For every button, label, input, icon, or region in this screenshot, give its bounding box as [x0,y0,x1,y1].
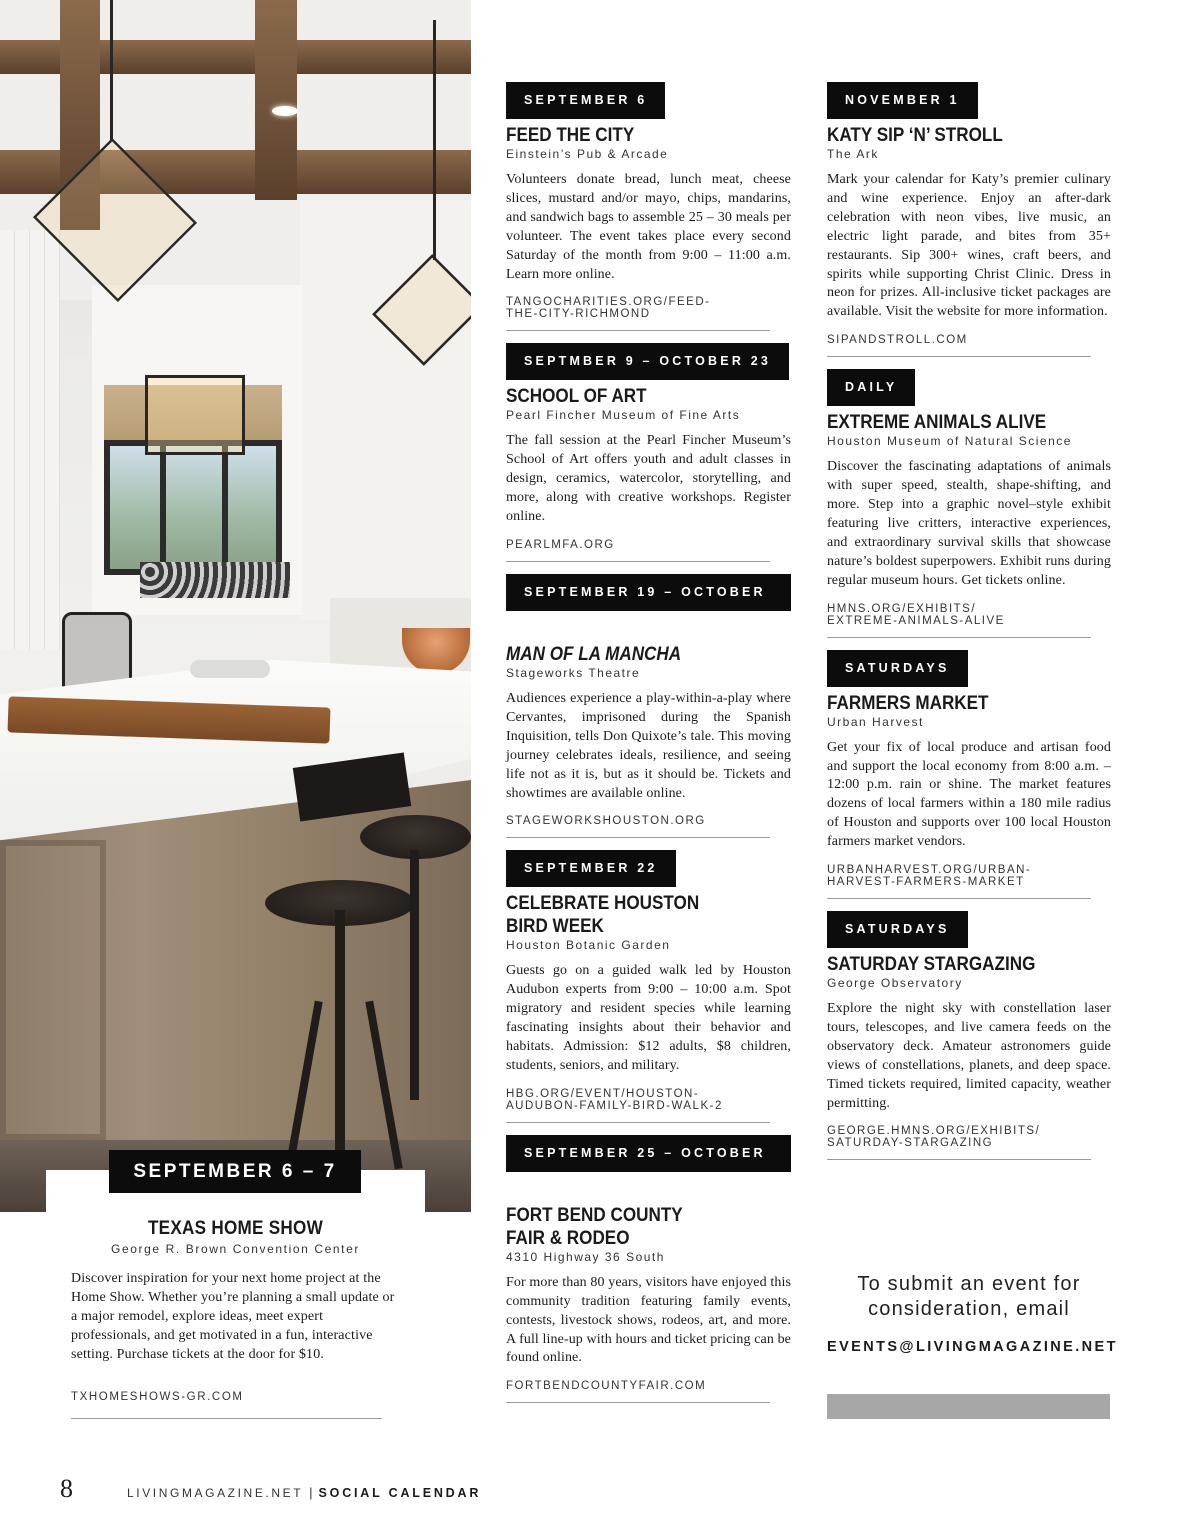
feature-venue: George R. Brown Convention Center [111,1242,360,1256]
event-katy-sip-n-stroll [827,82,1111,357]
feature-url[interactable]: TXHOMESHOWS-GR.COM [71,1391,244,1403]
event-url[interactable]: FORTBENDCOUNTYFAIR.COM [506,1380,707,1393]
event-description: The fall session at the Pearl Fincher Museum’s School of Art offers youth and adult classes in design, ceramics, watercolor, storytelling, and more, along with creative workshops. Register online. [506,433,791,525]
event-url[interactable]: HMNS.ORG/EXHIBITS/ EXTREME-ANIMALS-ALIVE [827,602,1005,627]
divider [506,1402,770,1403]
event-description: Audiences experience a play-within-a-play where Cervantes, imprisoned during the Spanish Inquisition, tells Don Quixote’s tale. This moving journey celebrates ideals, resilience, and seeing life not as it is, but as it should be. Tickets and showtimes are available online. [506,690,791,801]
event-title: CELEBRATE HOUSTON BIRD WEEK [506,893,700,938]
event-date-badge: SEPTEMBER 19 – OCTOBER 12 [506,574,791,611]
event-title: KATY SIP ‘N’ STROLL [827,125,1003,146]
divider [506,1122,770,1123]
event-venue: The Ark [827,147,879,161]
kitchen-photo [0,0,471,1212]
feature-divider [71,1418,382,1419]
divider [506,330,770,331]
event-date-badge: NOVEMBER 1 [827,82,978,119]
event-date-badge: SATURDAYS [827,650,968,687]
events-column-right [827,82,1111,1172]
event-description: Mark your calendar for Katy’s premier culinary and wine experience. Enjoy an after-dark celebration with neon vibes, live music, an electric light parade, and bites from 35+ restaurants. Sip 300+ wines, craft beers, and spirits while supporting Christ Clinic. Dress in neon for prizes. All-inclusive ticket packages are available. Visit the website for more information. [827,172,1111,320]
event-date-badge: SATURDAYS [827,911,968,948]
divider [827,898,1091,899]
event-url[interactable]: HBG.ORG/EVENT/HOUSTON- AUDUBON-FAMILY-BIRD-WALK-2 [506,1087,723,1112]
event-saturday-stargazing [827,911,1111,1160]
event-venue: Houston Museum of Natural Science [827,434,1072,449]
divider [506,837,770,838]
event-date-badge: DAILY [827,369,915,406]
event-school-of-art [506,343,791,562]
feature-title: TEXAS HOME SHOW [147,1218,324,1239]
event-venue: 4310 Highway 36 South [506,1249,665,1264]
gray-bar [827,1394,1110,1419]
event-description: Discover the fascinating adaptations of animals with super speed, stealth, shape-shifting, and more. Step into a graphic novel–style exhibit featuring live critters, interactive experiences, and extraordinary survival skills that showcase nature’s boldest superpowers. Exhibit runs during regular museum hours. Get tickets online. [827,459,1111,588]
event-description: Volunteers donate bread, lunch meat, cheese slices, mustard and/or mayo, chips, mandarins, and sandwich bags to assemble 25 – 30 meals per volunteer. The event takes place every second Saturday of the month from 9:00 – 11:00 a.m. Learn more online. [506,172,791,282]
event-date-badge: SEPTMBER 9 – OCTOBER 23 [506,343,789,380]
event-bird-week [506,850,791,1122]
event-title: SATURDAY STARGAZING [827,954,1036,976]
event-description: Explore the night sky with constellation laser tours, telescopes, and live camera feeds on the observatory deck. Amateur astronomers guide views of constellations, planets, and deep space. Timed tickets required, limited capacity, weather permitting. [827,1001,1111,1111]
footer-separator: | [309,1485,313,1500]
event-url[interactable]: PEARLMFA.ORG [506,538,615,551]
event-title: SCHOOL OF ART [506,386,647,408]
event-title: MAN OF LA MANCHA [506,643,682,665]
event-title: FARMERS MARKET [827,692,989,714]
event-url[interactable]: TANGOCHARITIES.ORG/FEED- THE-CITY-RICHMOND [506,296,711,321]
event-url[interactable]: URBANHARVEST.ORG/URBAN- HARVEST-FARMERS-MARKET [827,864,1032,889]
divider [506,561,770,562]
footer-site[interactable]: LIVINGMAGAZINE.NET [127,1486,304,1500]
event-venue: Stageworks Theatre [506,665,641,680]
event-date-badge: SEPTEMBER 25 – OCTOBER 5 [506,1135,791,1172]
submit-email-link[interactable]: EVENTS@LIVINGMAGAZINE.NET [827,1339,1118,1355]
event-description: Get your fix of local produce and artisan food and support the local economy from 8:00 a.m. – 12:00 p.m. rain or shine. The market features dozens of local farmers within a 180 mile radius of Houston and supports over 100 local Houston farmers market vendors. [827,739,1111,850]
event-url[interactable]: GEORGE.HMNS.ORG/EXHIBITS/ SATURDAY-STARGAZING [827,1125,1041,1150]
event-farmers-market [827,650,1111,899]
event-venue: Einstein’s Pub & Arcade [506,147,669,161]
page-footer [60,1474,481,1504]
divider [827,1159,1091,1160]
divider [827,356,1091,357]
event-url[interactable]: SIPANDSTROLL.COM [827,334,968,347]
event-date-badge: SEPTEMBER 6 [506,82,665,119]
event-fort-bend-fair [506,1135,791,1404]
event-description: Guests go on a guided walk led by Houston Audubon experts from 9:00 – 10:00 a.m. Spot migratory and resident species while learning fascinating insights about their behavior and habitats. Admission: $12 adults, $8 children, students, seniors, and military. [506,963,791,1073]
event-title: FEED THE CITY [506,125,635,146]
event-date-badge: SEPTEMBER 22 [506,850,676,887]
feature-description: Discover inspiration for your next home project at the Home Show. Whether you’re planning a small update or a major remodel, explore ideas, meet expert professionals, and get motivated in a fun, interactive setting. Purchase tickets at the door for $10. [71,1271,395,1362]
event-venue: Urban Harvest [827,714,924,729]
event-url[interactable]: STAGEWORKSHOUSTON.ORG [506,815,706,828]
event-man-of-la-mancha [506,574,791,838]
event-venue: Pearl Fincher Museum of Fine Arts [506,408,741,423]
footer-section: SOCIAL CALENDAR [318,1486,482,1500]
feature-date-badge: SEPTEMBER 6 – 7 [109,1150,361,1193]
event-title: EXTREME ANIMALS ALIVE [827,412,1047,434]
event-description: For more than 80 years, visitors have enjoyed this community tradition featuring family events, contests, livestock shows, rodeos, art, and more. A full line-up with hours and ticket pricing can be found online. [506,1274,791,1366]
event-title: FORT BEND COUNTY FAIR & RODEO [506,1204,683,1249]
event-feed-the-city [506,82,791,331]
event-venue: George Observatory [827,976,963,991]
submit-event-block [827,1272,1118,1355]
divider [827,637,1091,638]
submit-text: To submit an event for consideration, email [857,1273,1081,1320]
event-extreme-animals [827,369,1111,637]
page-number: 8 [60,1474,73,1503]
event-venue: Houston Botanic Garden [506,938,671,953]
events-column-middle [506,82,791,1415]
